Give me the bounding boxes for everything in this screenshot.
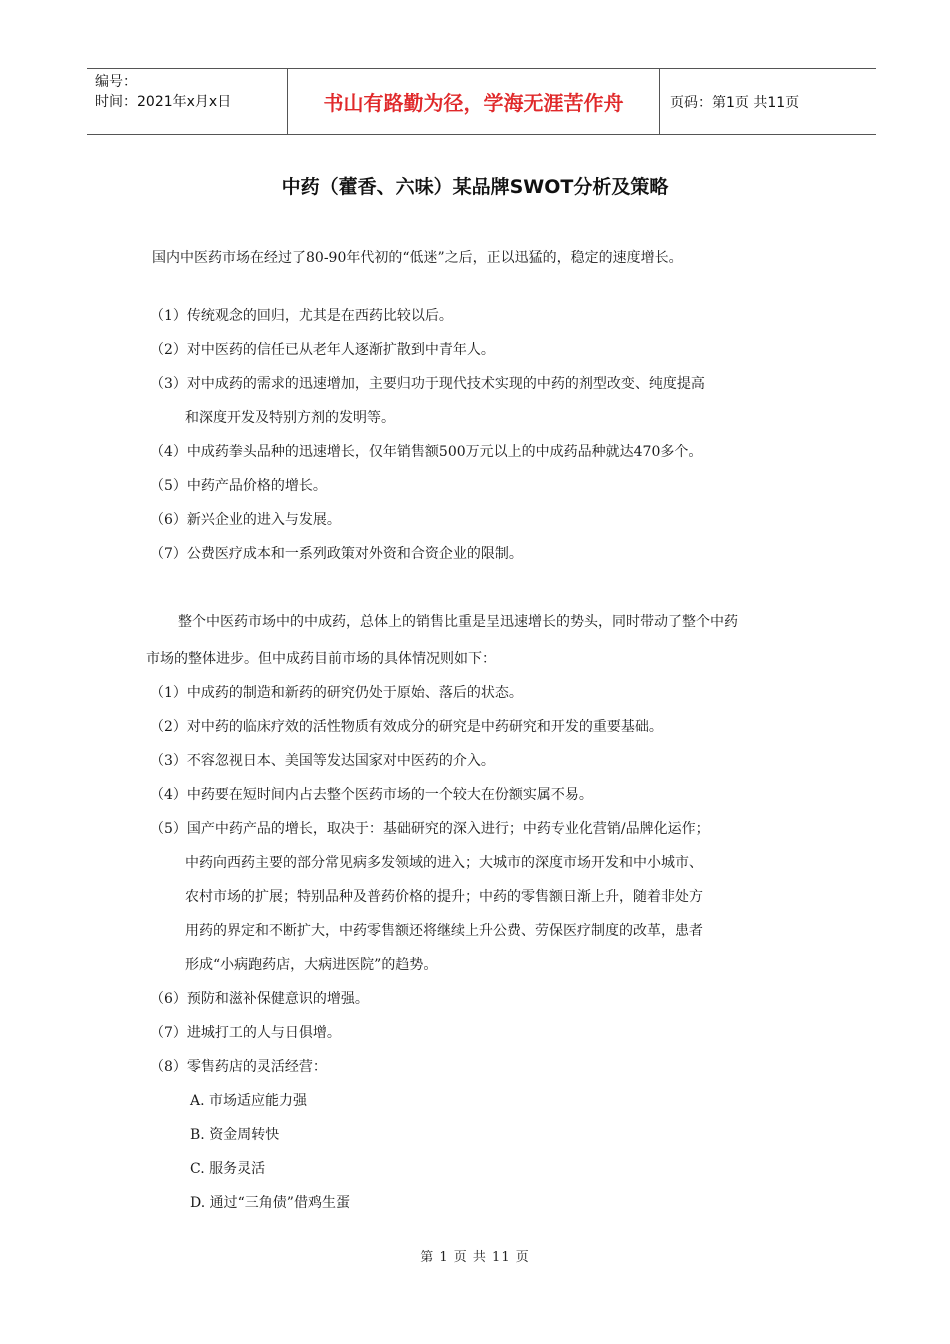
list-item: （6）新兴企业的进入与发展。: [150, 512, 341, 528]
list-item: （3）不容忽视日本、美国等发达国家对中医药的介入。: [150, 753, 495, 769]
list-item: （7）进城打工的人与日俱增。: [150, 1025, 341, 1041]
list-item-continuation: 形成“小病跑药店，大病进医院”的趋势。: [185, 957, 438, 973]
list-item: （1）中成药的制造和新药的研究仍处于原始、落后的状态。: [150, 685, 523, 701]
list-item: （8）零售药店的灵活经营：: [150, 1059, 327, 1075]
sub-list-item: B. 资金周转快: [190, 1127, 280, 1143]
sub-list-item: C. 服务灵活: [190, 1161, 266, 1177]
list-item: （6）预防和滋补保健意识的增强。: [150, 991, 369, 1007]
body-paragraph: 整个中医药市场中的中成药，总体上的销售比重是呈迅速增长的势头，同时带动了整个中药: [178, 614, 738, 630]
sub-list-item: A. 市场适应能力强: [190, 1093, 308, 1109]
page-footer: 第 1 页 共 11 页: [420, 1250, 530, 1265]
list-item: （2）对中医药的信任已从老年人逐渐扩散到中青年人。: [150, 342, 495, 358]
sub-list-item: D. 通过“三角债”借鸡生蛋: [190, 1195, 350, 1211]
list-item: （2）对中药的临床疗效的活性物质有效成分的研究是中药研究和开发的重要基础。: [150, 719, 663, 735]
header-meta: [87, 69, 287, 134]
header-page-info: 页码：第1页 共11页: [670, 94, 800, 111]
document-time: 时间：2021年x月x日: [95, 94, 232, 110]
list-item-continuation: 农村市场的扩展；特别品种及普药价格的提升；中药的零售额日渐上升，随着非处方: [185, 889, 703, 905]
list-item: （4）中药要在短时间内占去整个医药市场的一个较大在份额实属不易。: [150, 787, 593, 803]
list-item-continuation: 用药的界定和不断扩大，中药零售额还将继续上升公费、劳保医疗制度的改革，患者: [185, 923, 703, 939]
page-header: [87, 68, 876, 135]
body-paragraph: 市场的整体进步。但中成药目前市场的具体情况则如下：: [146, 651, 496, 667]
document-number: 编号：: [95, 74, 137, 90]
list-item: （7）公费医疗成本和一系列政策对外资和合资企业的限制。: [150, 546, 523, 562]
list-item: （5）国产中药产品的增长，取决于：基础研究的深入进行；中药专业化营销/品牌化运作；: [150, 821, 710, 837]
list-item: （4）中成药拳头品种的迅速增长，仅年销售额500万元以上的中成药品种就达470多个。: [150, 444, 703, 460]
header-slogan: 书山有路勤为径，学海无涯苦作舟: [287, 69, 660, 134]
document-title: 中药（藿香、六味）某品牌SWOT分析及策略: [281, 176, 669, 198]
list-item: （5）中药产品价格的增长。: [150, 478, 327, 494]
list-item: （1）传统观念的回归，尤其是在西药比较以后。: [150, 308, 453, 324]
list-item-continuation: 和深度开发及特别方剂的发明等。: [185, 410, 395, 426]
list-item-continuation: 中药向西药主要的部分常见病多发领域的进入；大城市的深度市场开发和中小城市、: [185, 855, 703, 871]
list-item: （3）对中成药的需求的迅速增加，主要归功于现代技术实现的中药的剂型改变、纯度提高: [150, 376, 705, 392]
intro-paragraph: 国内中医药市场在经过了80-90年代初的“低迷”之后，正以迅猛的，稳定的速度增长。: [152, 250, 683, 266]
